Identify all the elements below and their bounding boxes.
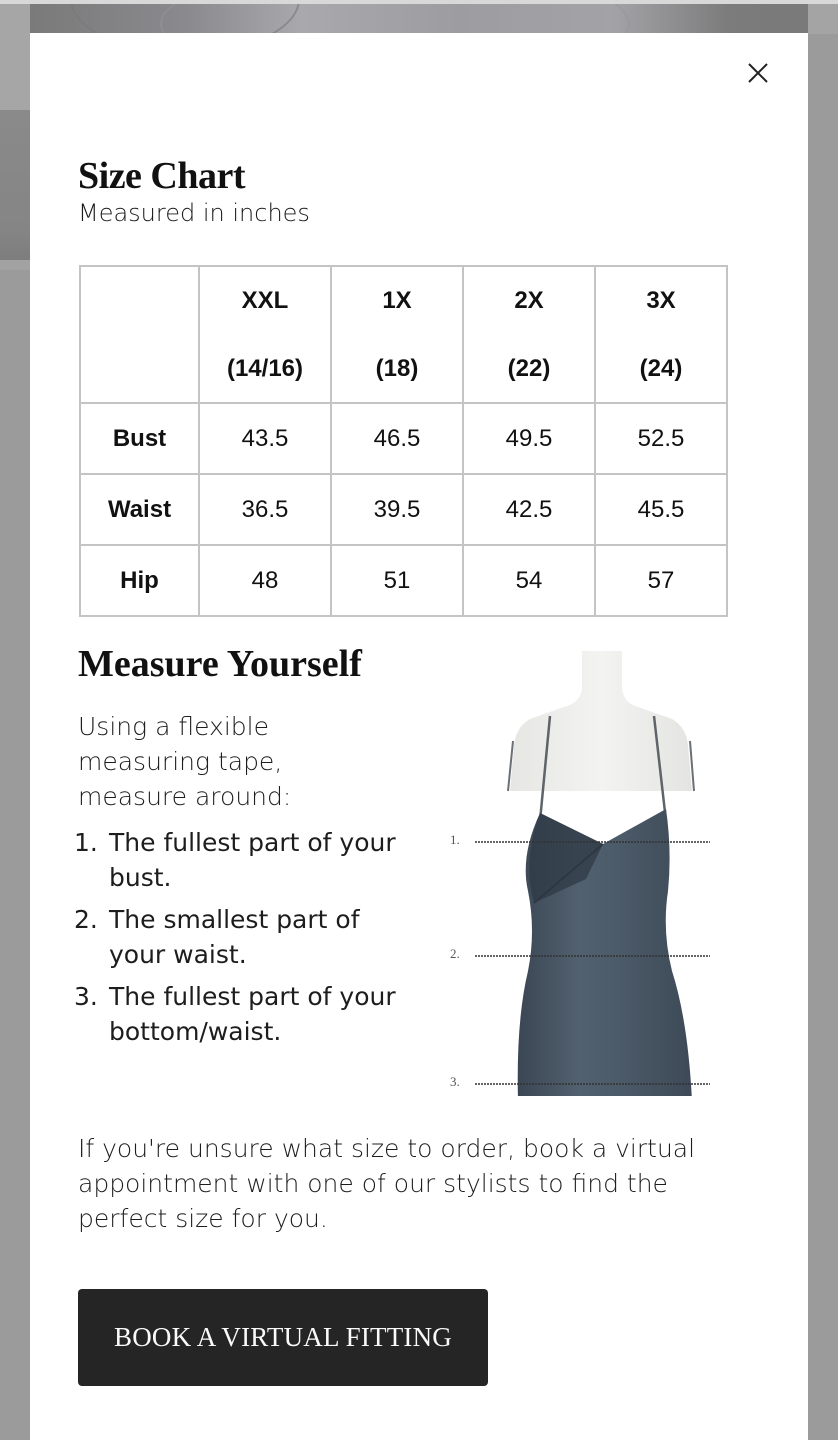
- size-label: 1X: [382, 286, 412, 314]
- marker-label-2: 2.: [450, 946, 460, 961]
- table-cell: 54: [463, 545, 595, 616]
- row-label: Bust: [80, 403, 199, 474]
- table-cell: 46.5: [331, 403, 463, 474]
- size-numeric: (22): [507, 354, 551, 382]
- row-label: Waist: [80, 474, 199, 545]
- table-header-cell: [463, 266, 595, 403]
- step-number: 2.: [74, 905, 98, 934]
- measure-intro-text: Using a flexible measuring tape, measure around:: [78, 712, 292, 811]
- step-number: 1.: [74, 828, 98, 857]
- table-row-hip: [80, 545, 727, 616]
- modal-subtitle: Measured in inches: [78, 199, 310, 227]
- book-virtual-fitting-button[interactable]: BOOK A VIRTUAL FITTING: [78, 1289, 488, 1386]
- table-row-bust: [80, 403, 727, 474]
- close-button[interactable]: [744, 59, 772, 87]
- background-left-panel: [0, 4, 30, 110]
- marker-label-3: 3.: [450, 1074, 460, 1089]
- modal-title: Size Chart: [78, 155, 246, 197]
- measure-yourself-heading: Measure Yourself: [78, 643, 362, 685]
- table-cell: 39.5: [331, 474, 463, 545]
- measure-step: [74, 902, 404, 972]
- table-corner-cell: [80, 266, 199, 403]
- table-cell: 45.5: [595, 474, 727, 545]
- background-left-panel-bottom: [0, 260, 30, 270]
- table-header-row: [80, 266, 727, 403]
- close-icon: [747, 62, 769, 84]
- table-cell: 42.5: [463, 474, 595, 545]
- measure-step: [74, 979, 404, 1049]
- size-label: XXL: [241, 286, 289, 314]
- table-header-cell: [331, 266, 463, 403]
- table-cell: 36.5: [199, 474, 331, 545]
- dress-measurement-figure: [410, 641, 710, 1101]
- step-text: The fullest part of your bottom/waist.: [109, 982, 396, 1046]
- table-cell: 48: [199, 545, 331, 616]
- size-table: [79, 265, 728, 617]
- table-cell: 52.5: [595, 403, 727, 474]
- table-header-cell: [595, 266, 727, 403]
- background-product-image: [30, 4, 808, 34]
- size-chart-modal: [30, 33, 808, 1440]
- dress-mannequin-image: [410, 641, 710, 1101]
- measure-step: [74, 825, 404, 895]
- row-label: Hip: [80, 545, 199, 616]
- step-text: The fullest part of your bust.: [109, 828, 396, 892]
- size-numeric: (14/16): [226, 354, 304, 382]
- size-label: 2X: [514, 286, 544, 314]
- table-cell: 49.5: [463, 403, 595, 474]
- step-number: 3.: [74, 982, 98, 1011]
- table-cell: 51: [331, 545, 463, 616]
- background-left-thumbnail: [0, 110, 30, 260]
- background-right-panel: [808, 4, 838, 34]
- virtual-fitting-description: If you're unsure what size to order, book a virtual appointment with one of our stylists to find the perfect size for you.: [78, 1134, 696, 1233]
- table-cell: 43.5: [199, 403, 331, 474]
- table-header-cell: [199, 266, 331, 403]
- size-label: 3X: [646, 286, 676, 314]
- measure-steps-list: [74, 825, 404, 1056]
- size-numeric: (18): [375, 354, 419, 382]
- table-row-waist: [80, 474, 727, 545]
- size-numeric: (24): [639, 354, 683, 382]
- step-text: The smallest part of your waist.: [109, 905, 360, 969]
- marker-label-1: 1.: [450, 832, 460, 847]
- table-cell: 57: [595, 545, 727, 616]
